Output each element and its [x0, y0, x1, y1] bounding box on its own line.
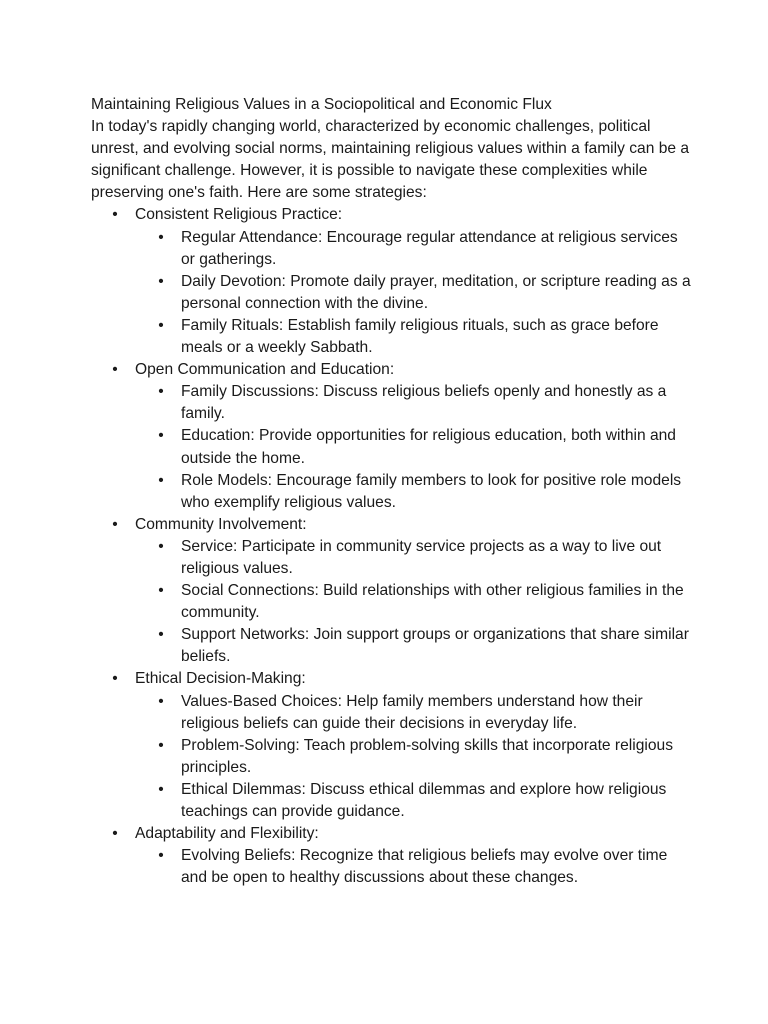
strategy-section: [91, 668, 691, 823]
bullet-icon: •: [112, 825, 118, 843]
list-item: [135, 845, 691, 889]
sub-list: [135, 536, 691, 669]
bullet-icon: •: [158, 537, 164, 555]
bullet-icon: •: [158, 736, 164, 754]
list-item-text: Family Discussions: Discuss religious beliefs openly and honestly as a family.: [181, 383, 667, 423]
list-item: [135, 381, 691, 425]
sub-list: [135, 381, 691, 514]
sub-list: [135, 845, 691, 889]
list-item: [135, 624, 691, 668]
list-item: [135, 580, 691, 624]
list-item: [135, 271, 691, 315]
strategy-list: [91, 204, 691, 889]
list-item-text: Service: Participate in community service projects as a way to live out religious values.: [181, 537, 662, 577]
list-item-text: Support Networks: Join support groups or organizations that share similar beliefs.: [181, 626, 689, 666]
bullet-icon: •: [158, 692, 164, 710]
bullet-icon: •: [158, 847, 164, 865]
strategy-section: [91, 359, 691, 514]
document-title: Maintaining Religious Values in a Sociopolitical and Economic Flux: [91, 96, 552, 113]
section-heading: Ethical Decision-Making:: [135, 670, 306, 688]
list-item-text: Problem-Solving: Teach problem-solving skills that incorporate religious principles.: [181, 736, 674, 776]
bullet-icon: •: [112, 361, 118, 379]
list-item: [135, 735, 691, 779]
list-item-text: Values-Based Choices: Help family members understand how their religious beliefs can guide their decisions in everyday life.: [181, 692, 643, 732]
list-item-text: Regular Attendance: Encourage regular attendance at religious services or gatherings.: [181, 228, 678, 268]
bullet-icon: •: [158, 383, 164, 401]
strategy-section: [91, 514, 691, 669]
list-item: [135, 227, 691, 271]
section-heading: Community Involvement:: [135, 515, 307, 533]
list-item-text: Role Models: Encourage family members to look for positive role models who exemplify religious values.: [181, 471, 682, 511]
strategy-section: [91, 823, 691, 889]
sub-list: [135, 691, 691, 824]
bullet-icon: •: [112, 670, 118, 688]
list-item-text: Education: Provide opportunities for religious education, both within and outside the home.: [181, 427, 676, 467]
section-heading: Adaptability and Flexibility:: [135, 825, 319, 843]
list-item-text: Evolving Beliefs: Recognize that religious beliefs may evolve over time and be open to healthy discussions about these changes.: [181, 847, 668, 887]
list-item: [135, 536, 691, 580]
sub-list: [135, 227, 691, 360]
bullet-icon: •: [158, 427, 164, 445]
bullet-icon: •: [158, 582, 164, 600]
section-heading: Open Communication and Education:: [135, 361, 395, 379]
list-item: [135, 779, 691, 823]
list-item: [135, 425, 691, 469]
list-item-text: Social Connections: Build relationships with other religious families in the community.: [181, 582, 684, 622]
bullet-icon: •: [112, 206, 118, 224]
list-item: [135, 315, 691, 359]
list-item: [135, 691, 691, 735]
list-item-text: Ethical Dilemmas: Discuss ethical dilemmas and explore how religious teachings can provide guidance.: [181, 780, 667, 820]
strategy-section: [91, 204, 691, 359]
list-item-text: Daily Devotion: Promote daily prayer, meditation, or scripture reading as a personal connection with the divine.: [181, 272, 691, 312]
section-heading: Consistent Religious Practice:: [135, 206, 343, 224]
bullet-icon: •: [158, 471, 164, 489]
bullet-icon: •: [158, 272, 164, 290]
document-page: [91, 94, 691, 889]
bullet-icon: •: [158, 228, 164, 246]
intro-paragraph: In today's rapidly changing world, characterized by economic challenges, political unrest, and evolving social norms, maintaining religious values within a family can be a significant challenge. However, it is possible to navigate these complexities while preserving one's faith. Here are some strategies:: [91, 118, 690, 202]
list-item: [135, 470, 691, 514]
bullet-icon: •: [158, 626, 164, 644]
list-item-text: Family Rituals: Establish family religious rituals, such as grace before meals or a weekly Sabbath.: [181, 316, 659, 357]
bullet-icon: •: [158, 780, 164, 798]
bullet-icon: •: [112, 515, 118, 533]
bullet-icon: •: [158, 316, 164, 334]
